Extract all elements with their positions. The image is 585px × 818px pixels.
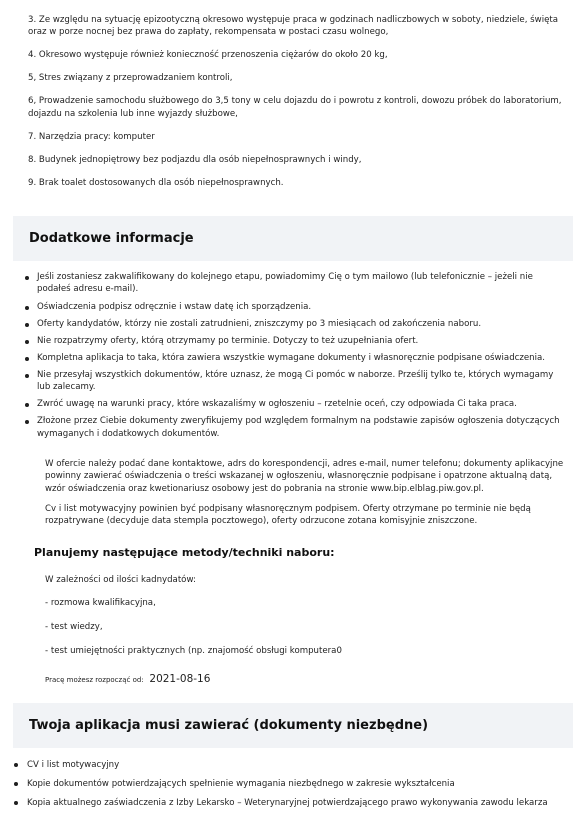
additional-info-list	[23, 271, 568, 445]
method-item: - rozmowa kwalifikacyjna,	[45, 598, 156, 608]
list-item: Oferty kandydatów, którzy nie zostali zatrudnieni, zniszczymy po 3 miesiącach od zakończenia naboru.	[23, 318, 568, 330]
working-conditions-list	[28, 14, 573, 200]
list-item: Złożone przez Ciebie dokumenty zweryfikujemy pod względem formalnym na podstawie zapisów ogłoszenia dotyczących wymaganych i dodatkowych dokumentów.	[23, 415, 568, 440]
method-item: - test wiedzy,	[45, 622, 103, 632]
start-date-value: 2021-08-16	[149, 673, 211, 685]
methods-heading: Planujemy następujące metody/techniki naboru:	[34, 546, 335, 559]
method-item: - test umiejętności praktycznych (np. znajomość obsługi komputera0	[45, 646, 342, 656]
condition-item: 8. Budynek jednopiętrowy bez podjazdu dla osób niepełnosprawnych i windy,	[28, 154, 362, 165]
list-item: Zwróć uwagę na warunki pracy, które wskazaliśmy w ogłoszeniu – rzetelnie oceń, czy odpowiada Ci taka praca.	[23, 398, 568, 410]
condition-item: 6, Prowadzenie samochodu służbowego do 3,5 tony w celu dojazdu do i powrotu z kontroli, dowozu próbek do laboratorium, dojazdu na szkolenia lub inne wyjazdy służbowe,	[28, 96, 562, 119]
application-header	[13, 703, 573, 748]
condition-item: 9. Brak toalet dostosowanych dla osób niepełnosprawnych.	[28, 177, 284, 188]
list-item: Kompletna aplikacja to taka, która zawiera wszystkie wymagane dokumenty i własnoręcznie podpisane oświadczenia.	[23, 352, 568, 364]
methods-intro: W zależności od ilości kadnydatów:	[45, 575, 196, 585]
list-item: Nie przesyłaj wszystkich dokumentów, które uznasz, że mogą Ci pomóc w naborze. Prześlij tylko te, których wymagamy lub zalecamy.	[23, 369, 568, 394]
contact-requirements-paragraph: W ofercie należy podać dane kontaktowe, adrs do korespondencji, adres e-mail, numer telefonu; dokumenty aplikacyjne powinny zawierać oświadczenia o treści wskazanej w ogłoszeniu, własnoręcznie podpisane i opatrzone aktualną datą, wzór oświadczenia oraz kwetionariusz osobowy jest do pobrania na stronie www.bip.elblag.piw.gov.pl.	[45, 459, 564, 494]
list-item: Nie rozpatrzymy oferty, którą otrzymamy po terminie. Dotyczy to też uzupełniania ofert.	[23, 335, 568, 347]
start-date-label: Pracę możesz rozpocząć od:	[45, 676, 144, 684]
application-heading: Twoja aplikacja musi zawierać (dokumenty niezbędne)	[29, 718, 429, 733]
required-documents-list	[10, 759, 575, 816]
condition-item: 5, Stres związany z przeprowadzaniem kontroli,	[28, 73, 233, 84]
list-item: Oświadczenia podpisz odręcznie i wstaw datę ich sporządzenia.	[23, 301, 568, 313]
start-date-line	[45, 672, 210, 687]
condition-item: 4. Okresowo występuje również konieczność przenoszenia ciężarów do około 20 kg,	[28, 50, 388, 61]
additional-info-heading: Dodatkowe informacje	[29, 231, 194, 246]
list-item: Kopia aktualnego zaświadczenia z Izby Lekarsko – Weterynaryjnej potwierdzającego prawo wykonywania zawodu lekarza	[10, 797, 575, 809]
additional-info-header	[13, 216, 573, 261]
list-item: CV i list motywacyjny	[10, 759, 575, 771]
signature-requirements-paragraph: Cv i list motywacyjny powinien być podpisany własnoręcznym podpisem. Oferty otrzymane po terminie nie będą rozpatrywane (decyduje data stempla pocztowego), oferty odrzucone zotana komisyjnie zniszczone.	[45, 504, 531, 527]
list-item: Jeśli zostaniesz zakwalifikowany do kolejnego etapu, powiadomimy Cię o tym mailowo (lub telefonicznie – jeżeli nie podałeś adresu e-mail).	[23, 271, 568, 296]
list-item: Kopie dokumentów potwierdzających spełnienie wymagania niezbędnego w zakresie wykształcenia	[10, 778, 575, 790]
condition-item: 3. Ze względu na sytuację epizootyczną okresowo występuje praca w godzinach nadliczbowych w soboty, niedziele, święta oraz w porze nocnej bez prawa do zapłaty, rekompensata w postaci czasu wolnego,	[28, 15, 559, 38]
condition-item: 7. Narzędzia pracy: komputer	[28, 131, 155, 142]
